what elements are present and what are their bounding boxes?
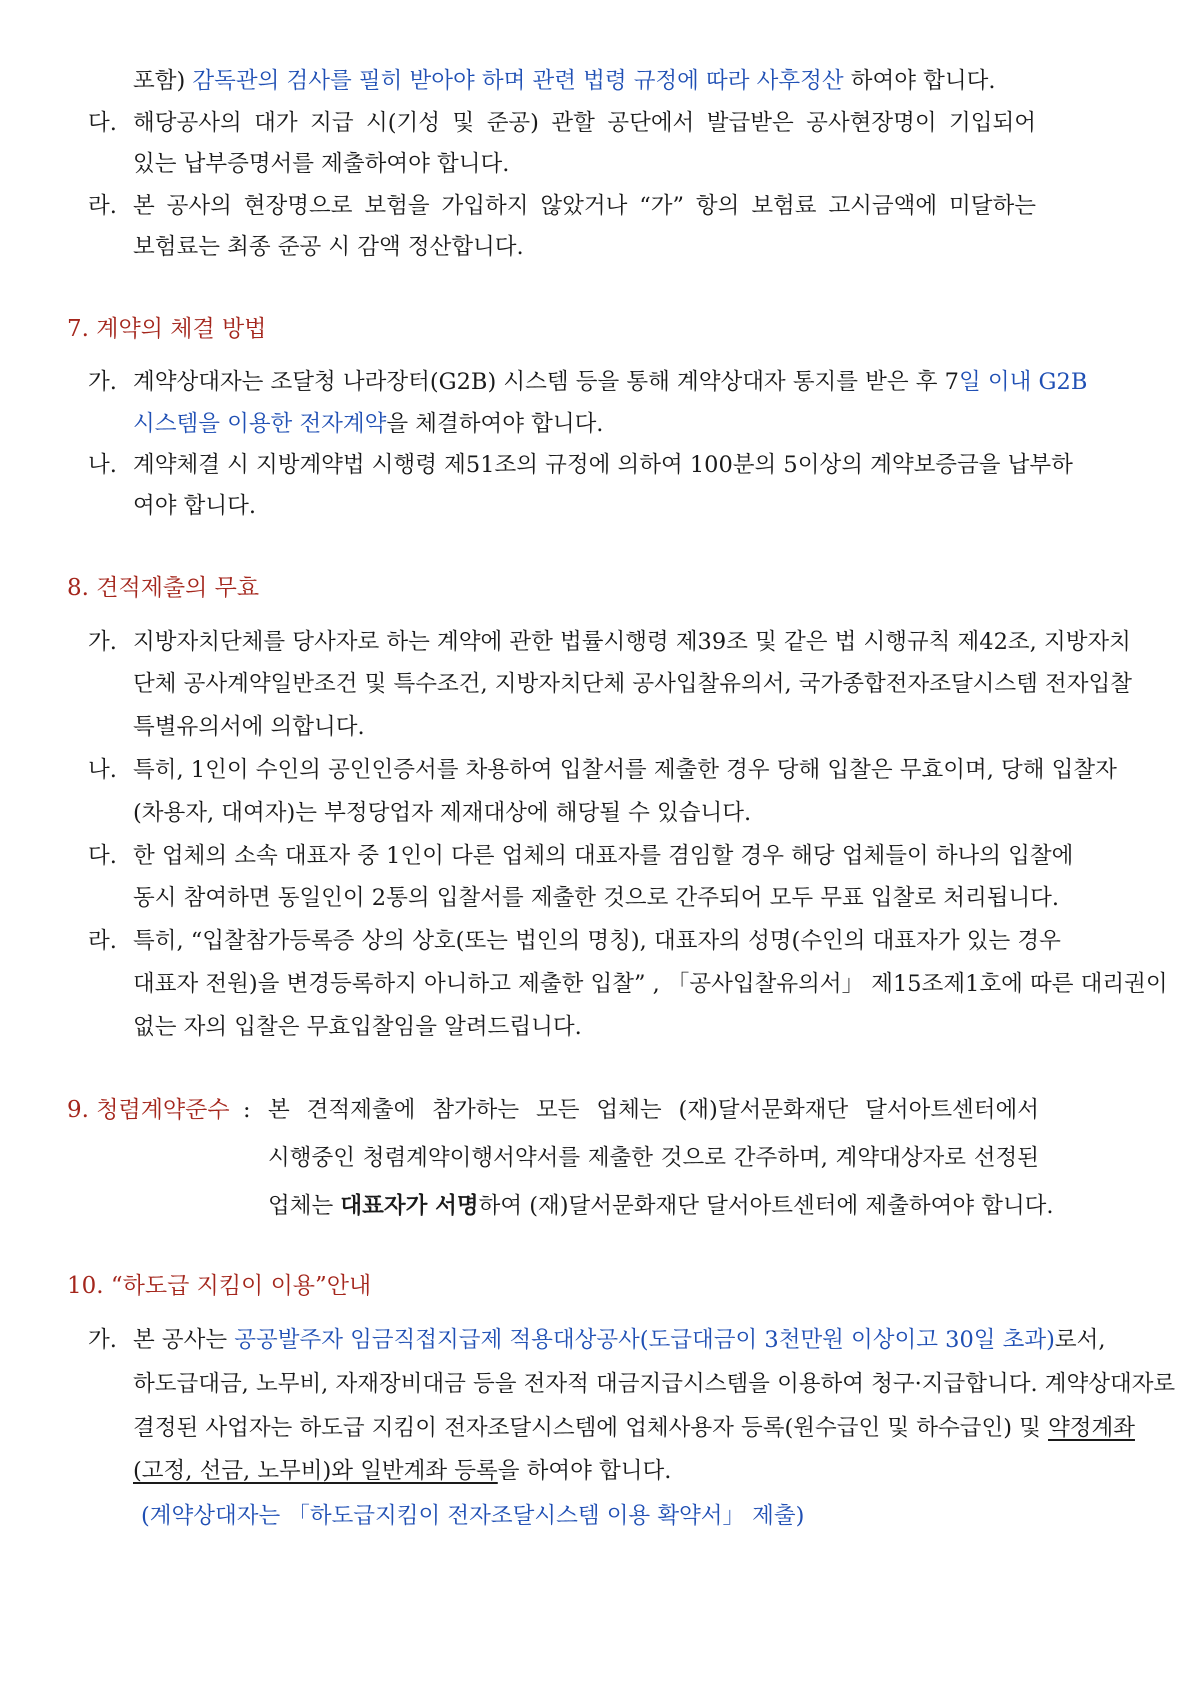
item-text: 지방자치단체를 당사자로 하는 계약에 관한 법률시행령 제39조 및 같은 법 시행규칙 제42조, 지방자치	[133, 629, 1131, 655]
item-text: 본 공사의 현장명으로 보험을 가입하지 않았거나 “가” 항의 보험료 고시금액에 미달하는	[133, 193, 1036, 219]
item-text-plain: 을 하여야 합니다.	[497, 1458, 672, 1484]
continuation-lead: 포함)	[133, 68, 193, 94]
item-text-emphasis: 시스템을 이용한 전자계약	[133, 411, 387, 437]
continuation-emphasis: 감독관의 검사를 필히 받아야 하며 관련 법령 규정에 따라 사후정산	[192, 68, 844, 94]
item-text: (차용자, 대여자)는 부정당업자 제재대상에 해당될 수 있습니다.	[133, 800, 752, 826]
item-marker: 다.	[88, 110, 117, 136]
item-text: 하도급대금, 노무비, 자재장비대금 등을 전자적 대금지급시스템을 이용하여 청구·지급합니다. 계약상대자로	[133, 1371, 1176, 1397]
item-text	[133, 1413, 1135, 1443]
item-text: 계약체결 시 지방계약법 시행령 제51조의 규정에 의하여 100분의 5이상의 계약보증금을 납부하	[133, 452, 1073, 478]
section-9-text: 본 견적제출에 참가하는 모든 업체는 (재)달서문화재단 달서아트센터에서	[268, 1097, 1039, 1123]
item-marker: 가.	[88, 369, 117, 395]
item-text	[133, 367, 1088, 397]
item-text-plain: 본 공사는	[133, 1327, 235, 1353]
item-text: 단체 공사계약일반조건 및 특수조건, 지방자치단체 공사입찰유의서, 국가종합전자조달시스템 전자입찰	[133, 671, 1132, 697]
item-text-plain: 결정된 사업자는 하도급 지킴이 전자조달시스템에 업체사용자 등록(원수급인 및 하수급인) 및	[133, 1415, 1049, 1441]
item-text	[133, 1456, 1036, 1486]
item-text: 없는 자의 입찰은 무효입찰임을 알려드립니다.	[133, 1014, 582, 1040]
item-text-emphasis: 일 이내 G2B	[959, 369, 1088, 395]
item-text: 대표자 전원)을 변경등록하지 아니하고 제출한 입찰” , 「공사입찰유의서」 제15조제1호에 따른 대리권이	[133, 971, 1168, 997]
item-text-underlined: 약정계좌	[1048, 1415, 1135, 1441]
item-text-plain: 계약상대자는 조달청 나라장터(G2B) 시스템 등을 통해 계약상대자 통지를 받은 후 7	[133, 369, 960, 395]
item-text: 특별유의서에 의합니다.	[133, 714, 365, 740]
item-marker: 가.	[88, 629, 117, 655]
item-text	[133, 1325, 1106, 1355]
item-text: 특히, 1인이 수인의 공인인증서를 차용하여 입찰서를 제출한 경우 당해 입찰은 무효이며, 당해 입찰자	[133, 757, 1117, 783]
section-heading-10: 10. “하도급 지킴이 이용”안내	[67, 1273, 372, 1299]
item-text: 있는 납부증명서를 제출하여야 합니다.	[133, 151, 510, 177]
section-9-text	[268, 1191, 1054, 1221]
item-text	[133, 409, 1036, 439]
item-marker: 나.	[88, 452, 117, 478]
continuation-line	[133, 66, 1003, 96]
section-heading-colon: :	[243, 1097, 251, 1123]
item-text: 여야 합니다.	[133, 493, 256, 519]
section-9-text-plain: 업체는	[268, 1193, 341, 1219]
item-text: 한 업체의 소속 대표자 중 1인이 다른 업체의 대표자를 겸임할 경우 해당 업체들이 하나의 입찰에	[133, 843, 1074, 869]
item-marker: 라.	[88, 928, 117, 954]
item-text-plain: 로서,	[1054, 1327, 1106, 1353]
item-text-emphasis: 공공발주자 임금직접지급제 적용대상공사(도급대금이 3천만원 이상이고 30일 초과)	[234, 1327, 1055, 1353]
section-heading-7: 7. 계약의 체결 방법	[67, 316, 267, 342]
item-marker: 다.	[88, 843, 117, 869]
section-heading-9: 9. 청렴계약준수	[67, 1097, 230, 1123]
item-text: 보험료는 최종 준공 시 감액 정산합니다.	[133, 234, 524, 260]
item-text-underlined: (고정, 선금, 노무비)와 일반계좌 등록	[133, 1458, 498, 1484]
continuation-tail: 하여야 합니다.	[843, 68, 996, 94]
section-9-text-bold: 대표자가 서명	[340, 1193, 479, 1219]
section-9-text-plain: 하여 (재)달서문화재단 달서아트센터에 제출하여야 합니다.	[478, 1193, 1054, 1219]
item-marker: 나.	[88, 757, 117, 783]
item-text: 해당공사의 대가 지급 시(기성 및 준공) 관할 공단에서 발급받은 공사현장명이 기입되어	[133, 110, 1036, 136]
item-text-plain: 을 체결하여야 합니다.	[386, 411, 604, 437]
section-10-note: (계약상대자는 「하도급지킴이 전자조달시스템 이용 확약서」 제출)	[141, 1503, 805, 1529]
section-heading-8: 8. 견적제출의 무효	[67, 575, 260, 601]
item-text: 동시 참여하면 동일인이 2통의 입찰서를 제출한 것으로 간주되어 모두 무표 입찰로 처리됩니다.	[133, 885, 1060, 911]
item-text: 특히, “입찰참가등록증 상의 상호(또는 법인의 명칭), 대표자의 성명(수인의 대표자가 있는 경우	[133, 928, 1061, 954]
item-marker: 가.	[88, 1327, 117, 1353]
section-9-text: 시행중인 청렴계약이행서약서를 제출한 것으로 간주하며, 계약대상자로 선정된	[268, 1145, 1039, 1171]
item-marker: 라.	[88, 193, 117, 219]
